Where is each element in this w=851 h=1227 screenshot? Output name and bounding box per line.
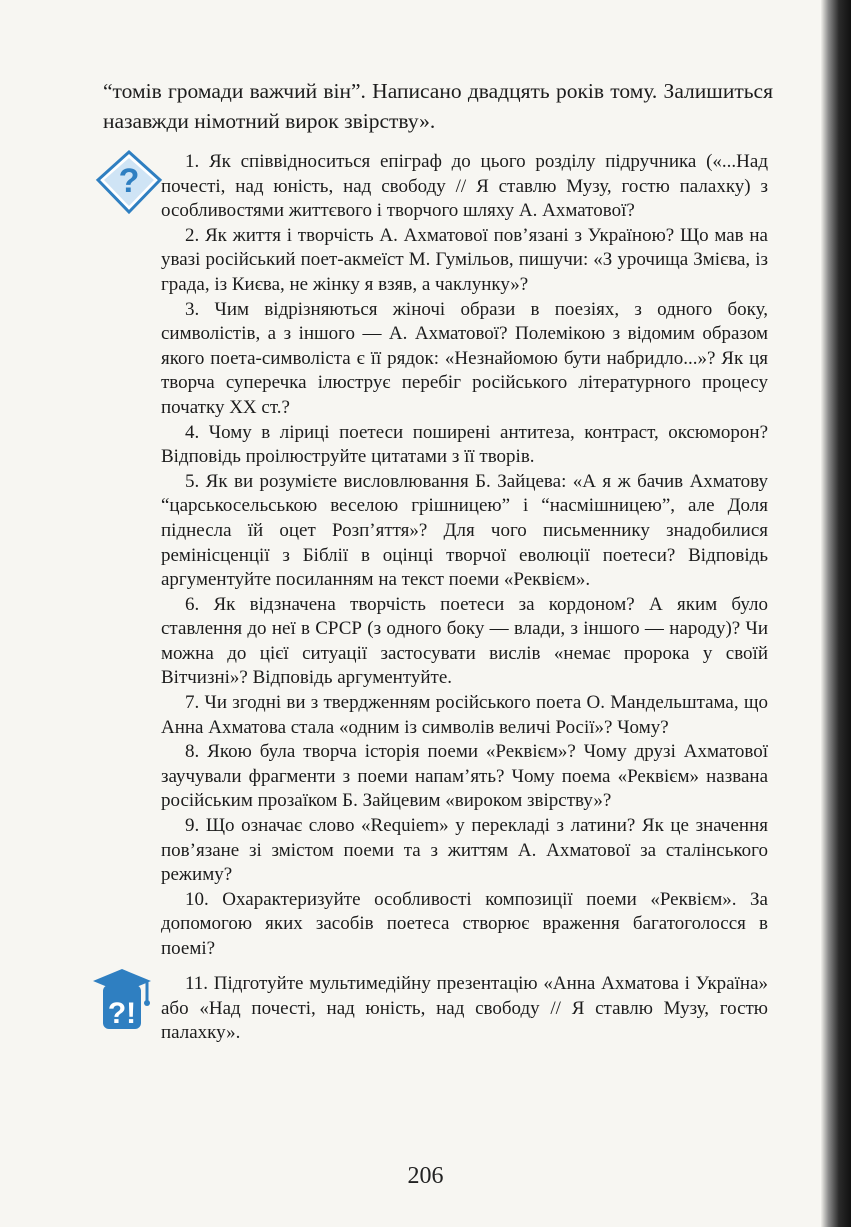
continuation-paragraph: “томів громади важчий він”. Написано двадцять років тому. Залишиться назавжди німотний вирок звірству». [103,79,773,133]
question-item: 5. Як ви розумієте висловлювання Б. Зайцева: «А я ж бачив Ахматову “царськосельською веселою грішницею” і “насмішницею”, але Доля піднесла їй оцет Розп’яття»? Для чого письменнику знадобилися ремінісценції з Біблії в оцінці творчої еволюції поетеси? Відповідь аргументуйте посиланням на текст поеми «Реквієм». [161,470,768,591]
question-mark-icon [94,148,164,218]
questions-list [161,150,768,962]
question-item: 1. Як співвідноситься епіграф до цього розділу підручника («...Над почесті, над юність, над свободу // Я ставлю Музу, гостю палахку) з особливостями життєвого і творчого шляху А. Ахматової? [161,151,768,222]
question-item: 2. Як життя і творчість А. Ахматової пов’язані з Україною? Що мав на увазі російський поет-акмеїст М. Гумільов, пишучи: «З урочища Змієва, із града, із Києва, не жінку я взяв, а чаклунку»? [161,224,768,295]
task-item: 11. Підготуйте мультимедійну презентацію «Анна Ахматова і Україна» або «Над почесті, над юність, над свободу // Я ставлю Музу, гостю палахку». [161,973,768,1044]
page-number: 206 [407,1163,444,1189]
scan-edge-shadow [821,0,851,1227]
question-item: 6. Як відзначена творчість поетеси за кордоном? А яким було ставлення до неї в СРСР (з одного боку — влади, з іншого — народу)? Чи можна до цієї ситуації застосувати вислів «немає пророка у своїй Вітчизні»? Відповідь аргументуйте. [161,593,768,689]
question-item: 7. Чи згодні ви з твердженням російського поета О. Мандельштама, що Анна Ахматова стала «одним із символів величі Росії»? Чому? [161,692,768,738]
question-item: 3. Чим відрізняються жіночі образи в поезіях, з одного боку, символістів, а з іншого — А. Ахматової? Полемікою з відомим образом якого поета-символіста є її рядок: «Незнайомою бути набридло...»? Як ця творча суперечка ілюструє перебіг російського літературного процесу початку XX ст.? [161,298,768,418]
question-item: 9. Що означає слово «Requiem» у перекладі з латини? Як це значення пов’язане зі змістом поеми та з життям А. Ахматової за сталінського режиму? [161,815,768,886]
question-item: 8. Якою була творча історія поеми «Реквієм»? Чому друзі Ахматової заучували фрагменти з поеми напам’ять? Чому поема «Реквієм» названа російським прозаїком Б. Зайцевим «вироком звірству»? [161,741,768,812]
svg-text:?!: ?! [107,997,137,1030]
question-item: 10. Охарактеризуйте особливості композиції поеми «Реквієм». За допомогою яких засобів поетеса створює враження багатоголосся в поемі? [161,888,768,959]
question-item: 4. Чому в ліриці поетеси поширені антитеза, контраст, оксюморон? Відповідь проілюструйте цитатами з її творів. [161,421,768,468]
svg-text:?: ? [118,162,140,200]
graduation-cap-question-icon [91,965,153,1035]
